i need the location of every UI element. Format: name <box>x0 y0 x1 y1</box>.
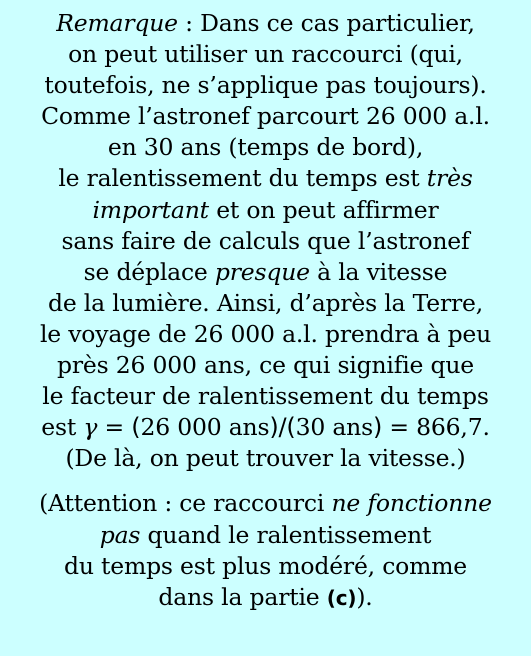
equation-result: = 866,7. <box>382 413 490 442</box>
text-line: important et on peut affirmer <box>92 195 439 224</box>
denominator: 30 ans <box>295 413 373 442</box>
warning-paragraph <box>0 488 531 613</box>
text-line: sans faire de calculs que l’astronef <box>61 226 470 255</box>
text-line: toutefois, ne s’applique pas toujours). <box>44 71 487 100</box>
text-line: (Attention : ce raccourci ne fonctionne <box>39 489 492 518</box>
emphasis: ne fonctionne <box>331 489 492 518</box>
text-line: près 26 000 ans, ce qui signifie que <box>56 351 474 380</box>
part-reference: (c) <box>326 585 357 610</box>
text-line: le ralentissement du temps est très <box>58 164 473 193</box>
numerator: 26 000 ans <box>140 413 270 442</box>
gamma-equation: est γ = (26 000 ans)/(30 ans) = 866,7. <box>41 413 490 442</box>
paren-close: ) <box>269 413 279 442</box>
gamma-symbol: γ <box>83 413 98 442</box>
text-line: pas quand le ralentissement <box>99 520 432 549</box>
text-line: Remarque : Dans ce cas particulier, <box>56 9 475 37</box>
emphasis: important <box>92 195 209 224</box>
text-line: de la lumière. Ainsi, d’après la Terre, <box>47 288 484 317</box>
paren-open: ( <box>286 413 296 442</box>
remark-heading: Remarque <box>56 9 178 37</box>
paren-open: ( <box>131 413 141 442</box>
text-line: le facteur de ralentissement du temps <box>42 382 489 411</box>
text-line: on peut utiliser un raccourci (qui, <box>68 40 463 69</box>
text-line: se déplace presque à la vitesse <box>83 257 448 286</box>
emphasis: pas <box>99 520 141 549</box>
division-slash: / <box>278 413 287 442</box>
emphasis: très <box>426 164 473 193</box>
remark-paragraph <box>0 8 531 474</box>
paren-close: ) <box>372 413 383 442</box>
text-line: du temps est plus modéré, comme <box>63 551 467 580</box>
text-line: dans la partie (c)). <box>158 582 373 611</box>
emphasis: presque <box>214 257 310 286</box>
text-line: Comme l’astronef parcourt 26 000 a.l. <box>41 102 490 131</box>
text-line: le voyage de 26 000 a.l. prendra à peu <box>39 319 492 348</box>
text-line: en 30 ans (temps de bord), <box>107 133 424 162</box>
text-line: (De là, on peut trouver la vitesse.) <box>65 444 466 473</box>
